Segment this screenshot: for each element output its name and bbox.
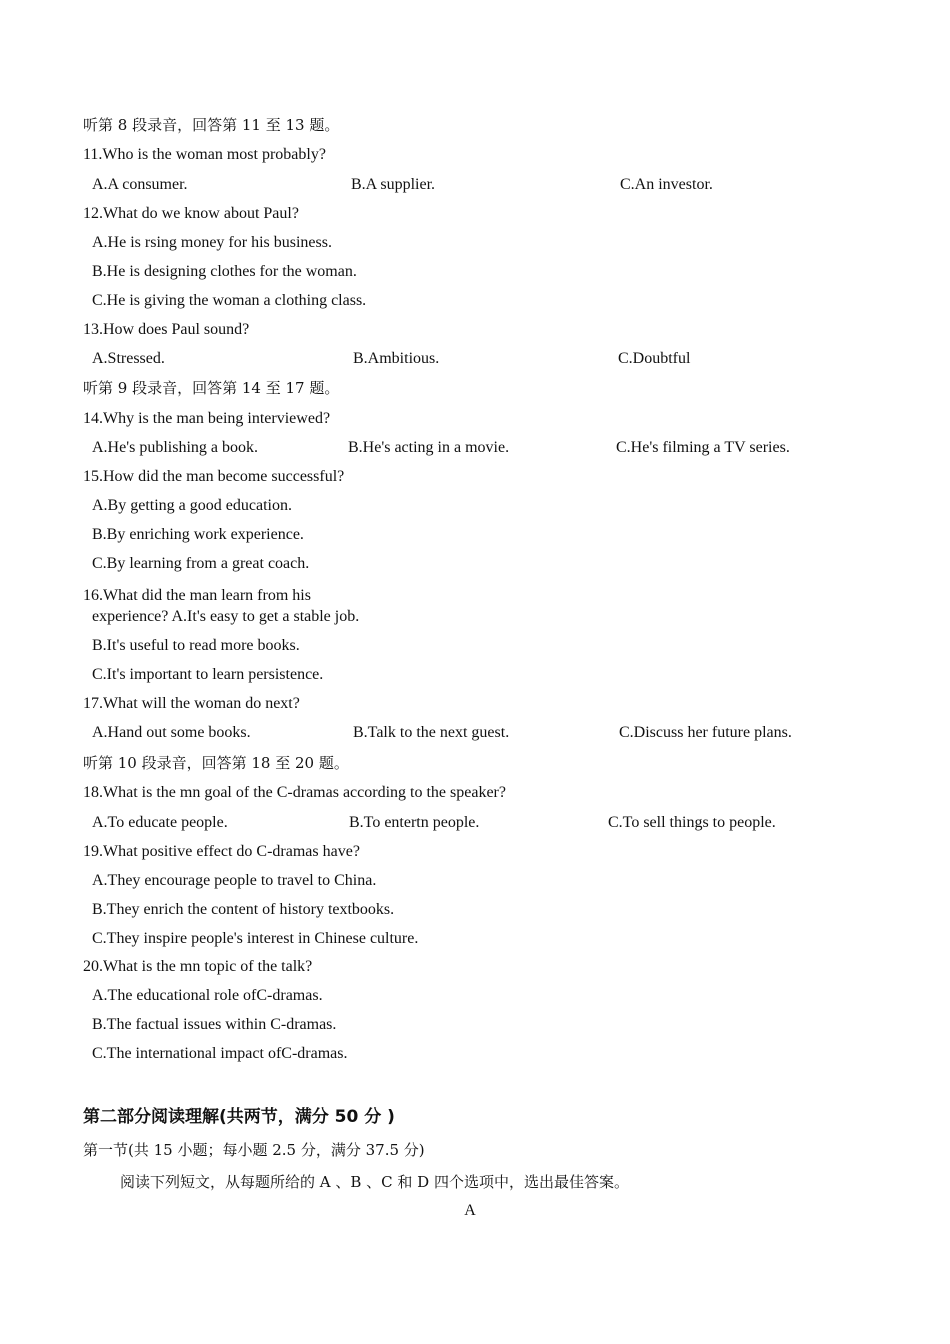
question-16-stem: 16.What did the man learn from his [83,587,311,604]
question-19-option-c: C.They inspire people's interest in Chinese culture. [92,930,419,947]
question-18-option-c: C.To sell things to people. [608,814,776,831]
question-12-option-a: A.He is rsing money for his business. [92,234,332,251]
passage-label: A [464,1202,476,1219]
question-19-stem: 19.What positive effect do C-dramas have? [83,843,360,860]
question-19-option-b: B.They enrich the content of history textbooks. [92,901,395,918]
question-13-stem: 13.How does Paul sound? [83,321,250,338]
question-11-option-c: C.An investor. [620,176,713,193]
question-16-stem-continued: experience? A.It's easy to get a stable job. [92,608,360,625]
question-11-option-b: B.A supplier. [351,176,436,193]
question-20-option-c: C.The international impact ofC-dramas. [92,1045,348,1062]
question-17-option-a: A.Hand out some books. [92,724,251,741]
question-12-option-b: B.He is designing clothes for the woman. [92,263,357,280]
question-20-option-a: A.The educational role ofC-dramas. [92,987,323,1004]
question-17-stem: 17.What will the woman do next? [83,695,300,712]
section-one-subheading: 第一节(共 15 小题；每小题 2.5 分，满分 37.5 分) [83,1141,425,1159]
question-18-option-b: B.To entertn people. [349,814,480,831]
section-intro-10: 听第 10 段录音，回答第 18 至 20 题。 [83,754,349,772]
question-16-option-c: C.It's important to learn persistence. [92,666,324,683]
part-two-heading: 第二部分阅读理解(共两节，满分 50 分 ) [83,1107,395,1127]
question-15-option-c: C.By learning from a great coach. [92,555,310,572]
question-11-option-a: A.A consumer. [92,176,188,193]
question-11-stem: 11.Who is the woman most probably? [83,146,326,163]
section-intro-9: 听第 9 段录音，回答第 14 至 17 题。 [83,379,340,397]
question-14-stem: 14.Why is the man being interviewed? [83,410,331,427]
question-12-stem: 12.What do we know about Paul? [83,205,299,222]
question-20-stem: 20.What is the mn topic of the talk? [83,958,313,975]
question-18-option-a: A.To educate people. [92,814,228,831]
question-14-option-b: B.He's acting in a movie. [348,439,510,456]
question-17-option-c: C.Discuss her future plans. [619,724,792,741]
section-intro-8: 听第 8 段录音，回答第 11 至 13 题。 [83,116,340,134]
question-13-option-a: A.Stressed. [92,350,165,367]
question-13-option-b: B.Ambitious. [353,350,440,367]
question-12-option-c: C.He is giving the woman a clothing class. [92,292,367,309]
reading-instruction: 阅读下列短文，从每题所给的 A 、B 、C 和 D 四个选项中，选出最佳答案。 [120,1173,629,1191]
question-18-stem: 18.What is the mn goal of the C-dramas according to the speaker? [83,784,506,801]
question-19-option-a: A.They encourage people to travel to China. [92,872,377,889]
question-15-stem: 15.How did the man become successful? [83,468,345,485]
question-15-option-a: A.By getting a good education. [92,497,292,514]
question-14-option-c: C.He's filming a TV series. [616,439,790,456]
question-20-option-b: B.The factual issues within C-dramas. [92,1016,337,1033]
question-16-option-b: B.It's useful to read more books. [92,637,300,654]
question-17-option-b: B.Talk to the next guest. [353,724,510,741]
question-14-option-a: A.He's publishing a book. [92,439,258,456]
question-15-option-b: B.By enriching work experience. [92,526,304,543]
question-13-option-c: C.Doubtful [618,350,691,367]
